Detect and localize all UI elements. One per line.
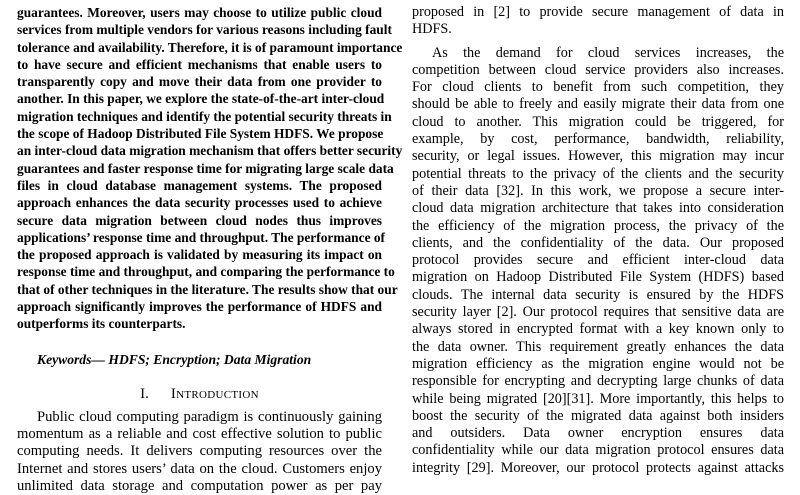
paragraph-line: migration on Hadoop Distributed File System (HDFS) based [412, 269, 784, 286]
intro-line: computing needs. It delivers computing resources over the [17, 443, 382, 460]
paragraph-line: integrity [29]. Moreover, our protocol protects against attacks [412, 459, 784, 476]
paragraph-line: cloud to another. This migration could be triggered, for [412, 113, 784, 130]
intro-line: Public cloud computing paradigm is continuously gaining [37, 408, 382, 425]
abstract-line: to have secure and efficient mechanisms that enable users to [17, 56, 382, 72]
paragraph-line: As the demand for cloud services increases, the [432, 44, 784, 61]
section-heading [17, 385, 382, 404]
paragraph-line: migration efficiency as the migration engine would not be [412, 355, 784, 372]
paragraph-line: clients, and the confidentiality of the data. Our proposed [412, 234, 784, 251]
paragraph-line: always stored in encrypted format with a key known only to [412, 321, 784, 338]
paragraph-line: boost the security of the migrated data against both insiders [412, 407, 784, 424]
intro-line: unlimited data storage and computation power as per pay [17, 477, 382, 494]
section-number: I. [140, 385, 149, 402]
abstract-line: transparently copy and move their data from one provider to [17, 74, 382, 90]
abstract-line: an inter-cloud data migration mechanism that offers better security [17, 143, 403, 159]
paragraph [412, 45, 784, 477]
abstract-line: the scope of Hadoop Distributed File System HDFS. We propose [17, 126, 384, 142]
abstract-line: tolerance and availability. Therefore, it is of paramount importance [17, 39, 403, 55]
keywords: Keywords— HDFS; Encryption; Data Migration [37, 351, 312, 367]
abstract-line: another. In this paper, we explore the state-of-the-art inter-cloud [17, 91, 385, 107]
paragraph-line: cloud data migration architecture that takes into consideration [412, 200, 784, 217]
intro-line: momentum as a reliable and cost effective solution to public [17, 425, 382, 442]
abstract-line: outperforms its counterparts. [17, 316, 186, 332]
paragraph-line: should be able to freely and easily migrate their data from one [412, 96, 784, 113]
paragraph-line: and outsiders. Data owner encryption ensures data [412, 425, 784, 442]
abstract-line: the proposed approach is validated by measuring its impact on [17, 247, 382, 263]
introduction-paragraph [17, 409, 382, 495]
paragraph-line: HDFS. [412, 21, 452, 38]
paragraph-line: the data owner. This requirement greatly enhances the data [412, 338, 784, 355]
paragraph-line: example, by cost, performance, bandwidth, reliability, [412, 131, 784, 148]
abstract-line: services from multiple vendors for various reasons including fault [17, 22, 392, 38]
paragraph-line: competition between cloud service providers also increases. [412, 61, 784, 78]
abstract-line: approach significantly improves the performance of HDFS and [17, 299, 382, 315]
right-column [412, 0, 784, 477]
abstract-line: secure data migration between cloud nodes thus improves [17, 212, 382, 228]
paragraph-line: of their data [32]. In this work, we propose a secure inter- [412, 182, 784, 199]
paragraph-line: while being migrated [20][31]. More importantly, this helps to [412, 390, 784, 407]
abstract-line: files in cloud database management systems. The proposed [17, 177, 382, 193]
abstract-line: guarantees. Moreover, users may choose to utilize public cloud [17, 5, 382, 20]
abstract-line: that of other techniques in the literature. The results show that our [17, 281, 398, 297]
left-column [17, 0, 403, 495]
paragraph-line: security, or legal issues. However, this migration may incur [412, 148, 784, 165]
abstract-line: response time and throughput, and comparing the performance to [17, 264, 395, 280]
abstract-line: applications’ response time and throughput. The performance of [17, 229, 386, 245]
paragraph-line: potential threats to the privacy of the clients and the security [412, 165, 784, 182]
abstract-line: approach enhances the data security processes used to achieve [17, 195, 382, 211]
paragraph [412, 4, 784, 39]
paragraph-line: clouds. The internal data security is ensured by the HDFS [412, 286, 784, 303]
paragraph-line: security layer [2]. Our protocol requires that sensitive data are [412, 304, 784, 321]
paragraph-line: confidentiality while our data migration protocol ensures data [412, 442, 784, 459]
paragraph-line: proposed in [2] to provide secure management of data in [412, 4, 784, 20]
paragraph-line: responsible for encrypting and decrypting large chunks of data [412, 373, 784, 390]
paragraph-line: For cloud clients to benefit from such competition, they [412, 79, 784, 96]
intro-line: Internet and stores users’ data on the cloud. Customers enjoy [17, 460, 382, 477]
abstract [17, 4, 403, 333]
abstract-line: guarantees and faster response time for migrating large scale data [17, 160, 394, 176]
section-title: Introduction [170, 385, 259, 402]
paragraph-line: the efficiency of the migration process, the privacy of the [412, 217, 784, 234]
paragraph-line: protocol provides secure and efficient inter-cloud data [412, 252, 784, 269]
abstract-line: migration techniques and identify the potential security threats in [17, 108, 392, 124]
